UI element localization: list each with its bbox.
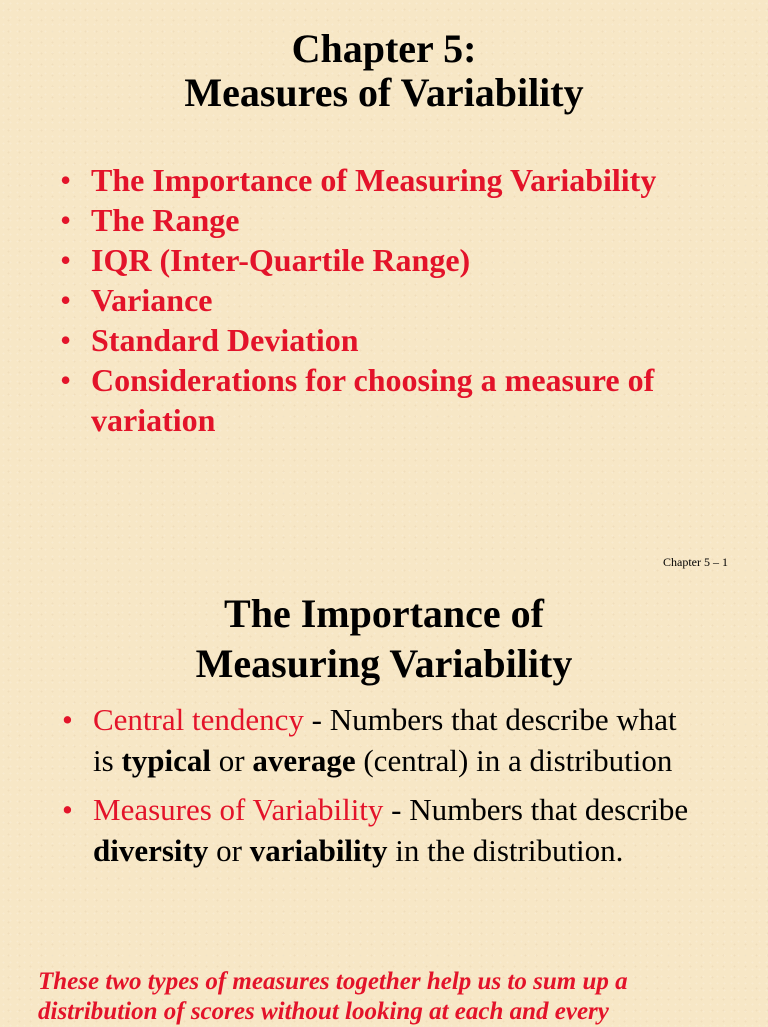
bullet-icon: • [60,202,72,238]
bullet-text: Standard Deviation [91,322,359,358]
bullet-text: The Range [91,202,240,238]
definition-text: (central) in a distribution [355,743,673,778]
bullet-icon: • [60,282,72,318]
slide-2-bullet-list [62,699,702,879]
slide-2-title [0,589,768,689]
slide-1-title-line-1: Chapter 5: [291,26,477,71]
slide-1-title [0,27,768,115]
bullet-icon: • [62,792,73,827]
term-central-tendency: Central tendency [93,702,304,737]
slide-2-title-line-2: Measuring Variability [195,641,573,686]
bullet-text: Variance [91,282,213,318]
emphasis-diversity: diversity [93,833,209,868]
bullet-item [60,160,750,200]
emphasis-average: average [252,743,356,778]
summary-note: These two types of measures together help us to sum up a distribution of scores without looking at each and every [38,968,628,1025]
slide-2-title-line-1: The Importance of [224,591,544,636]
bullet-item [60,280,750,320]
slide-1-title-line-2: Measures of Variability [184,70,584,115]
bullet-item [60,200,750,240]
emphasis-variability: variability [249,833,388,868]
emphasis-typical: typical [121,743,211,778]
definition-text: in the distribution. [387,833,624,868]
bullet-item-central-tendency [62,699,702,781]
bullet-text: IQR (Inter-Quartile Range) [91,242,471,278]
bullet-item [60,360,750,440]
bullet-text: Considerations for choosing a measure of variation [91,362,655,438]
slide-1-bullet-list [60,160,750,440]
bullet-icon: • [62,702,73,737]
slide-2 [0,575,768,1024]
bullet-icon: • [60,322,72,358]
bullet-item [60,320,750,360]
term-measures-of-variability: Measures of Variability [93,792,384,827]
slide-number-label: Chapter 5 – 1 [663,555,728,569]
bullet-icon: • [60,362,72,398]
definition-text: - Numbers that describe what is [93,702,677,778]
bullet-text: The Importance of Measuring Variability [91,162,657,198]
bullet-item-measures-of-variability [62,789,702,871]
definition-text: - Numbers that describe [383,792,689,827]
definition-text: or [211,743,253,778]
bullet-item [60,240,750,280]
bullet-icon: • [60,162,72,198]
bullet-icon: • [60,242,72,278]
definition-text: or [208,833,250,868]
